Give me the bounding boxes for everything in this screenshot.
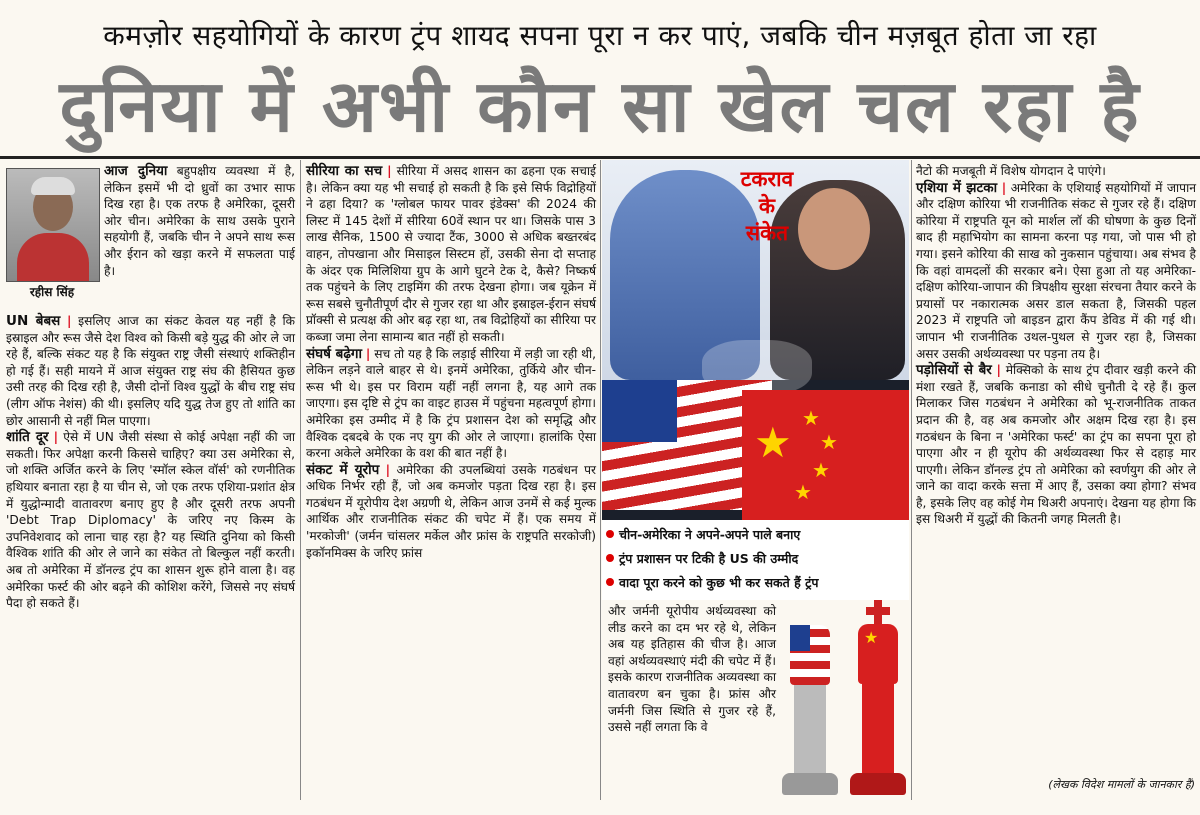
graphic-title-line: के: [758, 194, 776, 218]
lead-text: बहुपक्षीय व्यवस्था में है, लेकिन इसमें भी दो ध्रुवों का उभार साफ दिख रहा है। एक तरफ है अमेरिका, दूसरी ओर चीन। अमेरिका के साथ उसके पुराने सहयोगी हैं, जबकि चीन ने अपने साथ रूस और ईरान को खड़ा करने में सफलता पाई है।: [104, 164, 296, 278]
text-padosi: मेक्सिको के साथ ट्रंप दीवार खड़ी करने की मंशा रखते हैं, जबकि कनाडा को सीधे चुनौती दे रहे हैं। कुल मिलाकर जिस गठबंधन ने अमेरिका को भू-राजनीतिक ताकत प्रदान की है, वह अब कमजोर और अक्षम दिख रहा है। इस गठबंधन के बिना न 'अमेरिका फर्स्ट' का ट्रंप का सपना पूरा हो पाएगा और न ही यूरोप की अर्थव्यवस्था फिर से दहाड़ मार पाएगी। लेकिन डॉनल्ड ट्रंप तो अमेरिका को स्वर्णयुग की ओर ले जाने का वादा करके सत्ता में आए हैं, उसका क्या होगा? संभव है, इसके लिए वह कोई गेम थिअरी अपनाएं। देखना यह होगा कि इस थिअरी में युद्धों की कितनी जगह मिलती है।: [916, 363, 1197, 527]
china-king-base: [850, 773, 906, 795]
col3-body: [608, 603, 776, 736]
text-asia: अमेरिका के एशियाई सहयोगियों में जापान और दक्षिण कोरिया भी राजनीतिक संकट से गुजर रहे हैं। दक्षिण कोरिया में राष्ट्रपति यून को मार्शल लॉ की घोषणा के कुछ दिनों बाद ही महाभियोग का सामना करना पड़ गया, जो पास भी हो गया। इसने कोरिया की साख को नुकसान पहुंचाया। अब संभव है कि वहां वामदलों की सरकार बने। ऐसा हुआ तो यह अमेरिका-दक्षिण कोरिया-जापान की त्रिपक्षीय सुरक्षा संरचना तैयार करने के प्रयासों पर नकारात्मक असर डाल सकता है, जिसकी पहल 2023 में राष्ट्रपति जो बाइडन द्वारा कैंप डेविड में की गई थी। जापान भी राजनीतिक उथल-पुथल से गुजर रहा है, जिसका असर उसकी अर्थव्यवस्था पर पड़ना तय है।: [916, 180, 1197, 361]
lead-title: आज दुनिया: [104, 163, 168, 179]
col1-body: UN बेबस | इसलिए आज का संकट केवल यह नहीं है कि इस्राइल और रूस जैसे देश विश्व को किसी बड़े युद्ध की ओर ले जा रहे हैं, बल्कि संकट यह है कि संयुक्त राष्ट्र जैसी संस्थाएं शक्तिहीन हो गई हैं। सही मायने में आज संयुक्त राष्ट्र संघ की हैसियत कुछ उसी तरह की दिख रही है, जैसी दोनों विश्व युद्धों के बीच राष्ट्र संघ (लीग ऑफ नेशंस) की थी। इसलिए यदि युद्ध तेज हुए तो शांति का छोर आसानी से नहीं मिल पाएगा। शांति दूर | ऐसे में UN जैसी संस्था से कोई अपेक्षा नहीं की जा सकती। फिर अपेक्षा करनी किससे चाहिए? क्या उस अमेरिका से, जो शक्ति अर्जित करने के लिए 'स्मॉल स्केल वॉर्स' को रणनीतिक हथियार बनाता रहा है या चीन से, जो एक तरफ एशिया-प्रशांत क्षेत्र में युद्धोन्मादी वातावरण बनाए हुए है और दूसरी तरफ अपनी 'Debt Trap Diplomacy' के जरिए नए किस्म के उपनिवेशवाद को लाना चाह रहा है? यह स्थिति दुनिया को किसी वैश्विक शांति की ओर ले जाने का संकेत तो बिल्कुल नहीं करती। अब तो अमेरिका में डॉनल्ड ट्रंप का शासन शुरू होने वाला है। वह अमेरिका फर्स्ट की ओर बढ़ने की कोशिश करेंगे, जिससे नए संघर्ष पैदा हो सकते हैं।: [6, 313, 296, 611]
author-footnote: (लेखक विदेश मामलों के जानकार हैं): [1048, 778, 1195, 791]
graphic-bullet: [606, 550, 798, 567]
author-hair: [31, 177, 75, 195]
graphic-bullet-list: [602, 520, 909, 600]
column-divider: [300, 160, 301, 800]
graphic-title-line: संकेत: [745, 221, 789, 245]
us-king-body: [794, 685, 826, 780]
china-flag-star-icon: ★: [820, 430, 838, 454]
col2-body: सीरिया का सच | सीरिया में असद शासन का ढहना एक सचाई है। लेकिन क्या यह भी सचाई हो सकती है कि इसे सिर्फ विद्रोहियों ने ढहा दिया? क 'ग्लोबल फायर पावर इंडेक्स' की 2024 की लिस्ट में 145 देशों में सीरिया 60वें स्थान पर था। जिसके पास 3 लाख सैनिक, 1500 से ज्यादा टैंक, 3000 से अधिक बख्तरबंद वाहन, तोपखाना और मिसाइल सिस्टम हों, उसकी सेना दो सप्ताह के अंदर एक मिलिशिया ग्रुप के आगे घुटने टेक दे, कैसे? निष्कर्ष तक पहुंचने के लिए टाइमिंग की तरफ देखना होगा। जब यूक्रेन में रूस सबसे चुनौतीपूर्ण दौर से गुजर रहा था और इस्राइल-ईरान संघर्ष प्रॉक्सी से प्रत्यक्ष की ओर बढ़ रहा था, तब विद्रोहियों का सीरिया पर कब्जा जमा लेना सामान्य बात नहीं हो सकती। संघर्ष बढ़ेगा | सच तो यह है कि लड़ाई सीरिया में लड़ी जा रही थी, लेकिन लड़ने वाले बाहर से थे। इनमें अमेरिका, तुर्किये और चीन-रूस भी थे। इस पर विराम यहीं नहीं लगना है, यह आगे तक जाएगा। इस दृष्टि से ट्रंप का वाइट हाउस में पहुंचना महत्वपूर्ण होगा। अमेरिका इस उम्मीद में है कि ट्रंप प्रशासन देश को समृद्धि और वैश्विक दबदबे के एक नए युग की ओर ले जाएगा। हालांकि ऐसा करना अकेले अमेरिका के वश की बात नहीं है। संकट में यूरोप | अमेरिका की उपलब्धियां उसके गठबंधन पर अधिक निर्भर रही हैं, जो अब कमजोर पड़ता दिख रहा है। इस गठबंधन में यूरोपीय देश अग्रणी थे, लेकिन आज उनमें से कई मुल्क आर्थिक और राजनीतिक संकट की चपेट में हैं। एक समय में 'मरकोजी' (जर्मन चांसलर मर्केल और फ्रांस के राष्ट्रपति सरकोजी) इकॉनमिक्स के जरिए फ्रांस: [306, 163, 597, 560]
china-king-cross: [866, 607, 890, 615]
column-divider: [600, 160, 601, 800]
graphic-title-line: टकराव: [740, 167, 794, 191]
author-name: रहीस सिंह: [29, 285, 75, 299]
china-flag-star-icon: ★: [754, 418, 792, 467]
subhead-asia: एशिया में झटका: [916, 179, 998, 196]
subhead-un: UN बेबस: [6, 313, 61, 329]
graphic-title: [722, 166, 812, 247]
bullet-dot-icon: [606, 530, 614, 538]
text-un: इसलिए आज का संकट केवल यह नहीं है कि इस्राइल और रूस जैसे देश विश्व को किसी बड़े युद्ध की ओर ले जा रहे हैं, बल्कि संकट यह है कि संयुक्त राष्ट्र जैसी संस्थाएं शक्तिहीन हो गई हैं। सही मायने में आज संयुक्त राष्ट्र संघ की हैसियत कुछ उसी तरह की दिख रही है, जैसी दोनों विश्व युद्धों के बीच राष्ट्र संघ (लीग ऑफ नेशंस) की थी। इसलिए यदि युद्ध तेज हुए तो शांति का छोर आसानी से नहीं मिल पाएगा।: [6, 314, 296, 428]
subhead-shanti: शांति दूर: [6, 429, 49, 446]
text-sangharsh: सच तो यह है कि लड़ाई सीरिया में लड़ी जा रही थी, लेकिन लड़ने वाले बाहर से थे। इनमें अमेरिका, तुर्किये और चीन-रूस भी थे। इस पर विराम यहीं नहीं लगना है, यह आगे तक जाएगा। इस दृष्टि से ट्रंप का वाइट हाउस में पहुंचना महत्वपूर्ण होगा। अमेरिका इस उम्मीद में है कि ट्रंप प्रशासन देश को समृद्धि और वैश्विक दबदबे के एक नए युग की ओर ले जाएगा। हालांकि ऐसा करना अकेले अमेरिका के वश की बात नहीं है।: [306, 346, 596, 461]
col4-body: नैटो की मजबूती में विशेष योगदान दे पाएंगे। एशिया में झटका | अमेरिका के एशियाई सहयोगियों में जापान और दक्षिण कोरिया भी राजनीतिक संकट से गुजर रहे हैं। दक्षिण कोरिया में राष्ट्रपति यून को मार्शल लॉ की घोषणा के कुछ दिनों बाद ही महाभियोग का सामना करना पड़ गया, जो पास भी हो गया। इसने कोरिया की साख को नुकसान पहुंचाया। अब संभव है कि वहां वामदलों की सरकार बने। ऐसा हुआ तो यह अमेरिका-दक्षिण कोरिया-जापान की त्रिपक्षीय सुरक्षा संरचना तैयार करने के प्रयासों पर नकारात्मक असर डाल सकता है, जिसकी पहल 2023 में राष्ट्रपति जो बाइडन द्वारा कैंप डेविड में की गई थी। जापान भी राजनीतिक उथल-पुथल से गुजर रहा है, जिसका असर उसकी अर्थव्यवस्था पर पड़ना तय है। पड़ोसियों से बैर | मेक्सिको के साथ ट्रंप दीवार खड़ी करने की मंशा रखते हैं, जबकि कनाडा को सीधे चुनौती दे रहे हैं। कुल मिलाकर जिस गठबंधन ने अमेरिका को भू-राजनीतिक ताकत प्रदान की है, वह अब कमजोर और अक्षम दिख रहा है। इस गठबंधन के बिना न 'अमेरिका फर्स्ट' का ट्रंप का सपना पूरा हो पाएगा और न ही यूरोप की अर्थव्यवस्था फिर से दहाड़ मार पाएगी। लेकिन डॉनल्ड ट्रंप तो अमेरिका को स्वर्णयुग की ओर ले जाने का वादा करके सत्ता में आए हैं, उसका क्या होगा? संभव है, इसके लिए वह कोई गेम थिअरी अपनाएं। देखना यह होगा कि इस थिअरी में युद्धों की कितनी जगह मिलती है।: [916, 164, 1197, 527]
text-col4-lead: नैटो की मजबूती में विशेष योगदान दे पाएंगे।: [916, 164, 1106, 178]
subhead-europe: संकट में यूरोप: [306, 461, 380, 478]
bullet-text: वादा पूरा करने को कुछ भी कर सकते हैं ट्रंप: [619, 575, 819, 590]
china-king-body: [862, 684, 894, 774]
china-king-star-icon: ★: [864, 628, 879, 647]
text-col3: और जर्मनी यूरोपीय अर्थव्यवस्था को लीड करने का दम भर रहे थे, लेकिन अब यह इतिहास की चीज है। आज वहां अर्थव्यवस्थाएं मंदी की चपेट में हैं। इसके कारण राजनीतिक अव्यवस्था का वातावरण बन चुका है। फ्रांस और जर्मनी जिस स्थिति से गुजर रहे हैं, उससे नहीं लगता कि वे: [608, 604, 776, 735]
china-flag-star-icon: ★: [794, 480, 812, 504]
text-europe: अमेरिका की उपलब्धियां उसके गठबंधन पर अधिक निर्भर रही हैं, जो अब कमजोर पड़ता दिख रहा है। इस गठबंधन में यूरोपीय देश अग्रणी थे, लेकिन आज उनमें से कई मुल्क आर्थिक और राजनीतिक संकट की चपेट में हैं। एक समय में 'मरकोजी' (जर्मन चांसलर मर्केल और फ्रांस के राष्ट्रपति सरकोजी) इकॉनमिक्स के जरिए फ्रांस: [306, 462, 597, 560]
bullet-dot-icon: [606, 554, 614, 562]
graphic-bullet: [606, 574, 818, 591]
subhead-sangharsh: संघर्ष बढ़ेगा: [306, 345, 363, 362]
subhead-padosi: पड़ोसियों से बैर: [916, 362, 992, 379]
us-flag-canton: [602, 380, 677, 442]
china-chess-king: [850, 600, 906, 795]
author-shirt: [17, 233, 89, 281]
text-syria: सीरिया में असद शासन का ढहना एक सचाई है। लेकिन क्या यह भी सचाई हो सकती है कि इसे सिर्फ विद्रोहियों ने ढहा दिया? क 'ग्लोबल फायर पावर इंडेक्स' की 2024 की लिस्ट में 145 देशों में सीरिया 60वें स्थान पर था। जिसके पास 3 लाख सैनिक, 1500 से ज्यादा टैंक, 3000 से अधिक बख्तरबंद वाहन, तोपखाना और मिसाइल सिस्टम हों, उसकी सेना दो सप्ताह के अंदर एक मिलिशिया ग्रुप के आगे घुटने टेक दे, कैसे? निष्कर्ष तक पहुंचने के लिए टाइमिंग की तरफ देखना होगा। जब यूक्रेन में रूस सबसे चुनौतीपूर्ण दौर से गुजर रहा था और इस्राइल-ईरान संघर्ष प्रॉक्सी से प्रत्यक्ष की ओर बढ़ रहा था, तब विद्रोहियों का सीरिया पर कब्जा जमा लेना सामान्य बात नहीं हो सकती।: [306, 164, 597, 344]
main-headline: दुनिया में अभी कौन सा खेल चल रहा है: [59, 64, 1141, 148]
bullet-dot-icon: [606, 578, 614, 586]
text-shanti: ऐसे में UN जैसी संस्था से कोई अपेक्षा नहीं की जा सकती। फिर अपेक्षा करनी किससे चाहिए? क्या उस अमेरिका से, जो शक्ति अर्जित करने के लिए 'स्मॉल स्केल वॉर्स' को रणनीतिक हथियार बनाता रहा है या चीन से, जो एक तरफ एशिया-प्रशांत क्षेत्र में युद्धोन्मादी वातावरण बनाए हुए है और दूसरी तरफ अपनी 'Debt Trap Diplomacy' के जरिए नए किस्म के उपनिवेशवाद को लाना चाह रहा है? यह स्थिति दुनिया को किसी वैश्विक शांति की ओर ले जाने का संकेत तो बिल्कुल नहीं करती। अब तो अमेरिका में डॉनल्ड ट्रंप का शासन शुरू होने वाला है। वह अमेरिका फर्स्ट की ओर बढ़ने की कोशिश करेंगे, जिससे नए संघर्ष पैदा हो सकते हैं।: [6, 430, 296, 611]
col1-lead: [104, 163, 295, 279]
author-photo: [6, 168, 100, 282]
china-flag-star-icon: ★: [802, 406, 820, 430]
us-king-base: [782, 773, 838, 795]
chess-kings-illustration: [780, 600, 910, 795]
graphic-bullet: [606, 526, 800, 543]
kicker-headline: कमज़ोर सहयोगियों के कारण ट्रंप शायद सपना पूरा न कर पाएं, जबकि चीन मज़बूत होता जा रहा: [103, 19, 1097, 52]
bullet-text: चीन-अमेरिका ने अपने-अपने पाले बनाए: [619, 527, 801, 542]
conflict-graphic: [602, 160, 909, 600]
header-divider: [0, 156, 1200, 159]
us-king-canton: [790, 625, 810, 651]
column-divider: [911, 160, 912, 800]
bullet-text: ट्रंप प्रशासन पर टिकी है US की उम्मीद: [619, 551, 799, 566]
china-flag-star-icon: ★: [812, 458, 830, 482]
subhead-syria: सीरिया का सच: [306, 163, 383, 179]
us-chess-king: [782, 605, 838, 795]
